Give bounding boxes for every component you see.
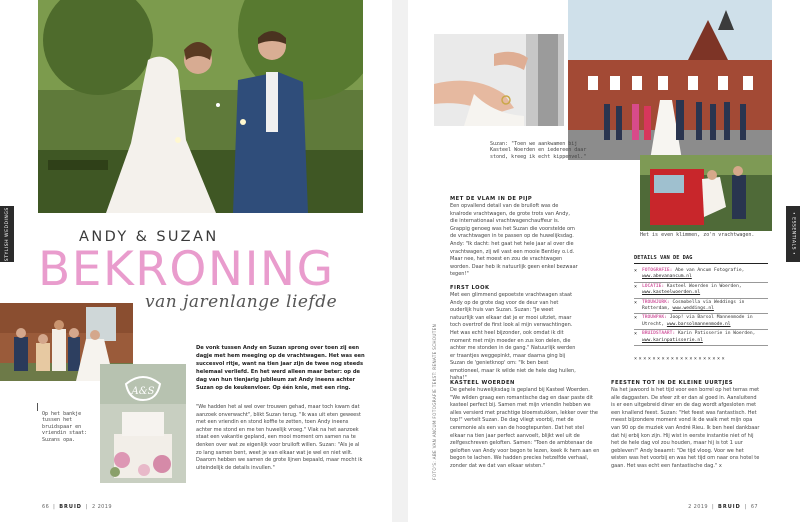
details-divider: ×××××××××××××××××××× xyxy=(634,356,727,362)
detail-link[interactable]: www.weddings.nl xyxy=(672,306,714,312)
page-number-left: 66 xyxy=(42,504,50,510)
section-title: KASTEEL WOERDEN xyxy=(450,380,515,386)
caption-truck: Het is even klimmen, zo'n vrachtwagen. xyxy=(640,232,755,238)
section-text: De gehele huwelijksdag is gepland bij Kasteel Woerden. "We wilden graag een romantische dag en daar paste dit kasteel perfect bij. Samen met mijn vriendin hebben we alles versierd met prachtige bloemstukken, lekker over the top!" vertelt Suzan. De dag vliegt voorbij, met de ceremonie als een van de hoogtepunten. Dat het stel elkaar na tien jaar perfect aanvoelt, blijkt wel uit de zelfgeschreven geloften. Samen: "Toen de ambtenaar de geloften van Andy voor begon te lezen, keek ik hem aan en begon te lachen. We hadden precies hetzelfde verhaal, zonder dat we dat van elkaar wisten." xyxy=(450,387,600,469)
castle-photo xyxy=(568,0,772,160)
right-page xyxy=(408,0,800,522)
hero-photo xyxy=(38,0,363,213)
couple-names: ANDY & SUZAN xyxy=(79,229,219,245)
section-kasteel xyxy=(450,380,600,471)
detail-link[interactable]: www.kasteelwoerden.nl xyxy=(642,290,701,296)
article-subtitle: van jarenlange liefde xyxy=(145,292,338,312)
detail-row: × TROUWPAK: Joop! via Barsol Mannenmode in Utrecht, www.barsolmannenmode.nl xyxy=(634,314,768,330)
truck-photo xyxy=(640,155,772,231)
section-title: FEESTEN TOT IN DE KLEINE UURTJES xyxy=(611,380,734,386)
detail-link[interactable]: www.abevanancum.nl xyxy=(642,274,692,280)
details-box xyxy=(634,255,768,346)
issue-left: 2 2019 xyxy=(92,504,112,510)
magazine-name-right: BRUID xyxy=(718,504,741,510)
cake-photo xyxy=(100,364,186,483)
section-text: Met een glimmend gepoetste vrachtwagen staat Andy op de grote dag voor de deur van het ouderlijk huis van Suzan. Suzan: "Je weet natuurlijk van elkaar dat je er mooi uitziet, maar toch overtrof de first look al mijn verwachtingen. Het was echt heel bijzonder, ook omdat ik dit moment met mijn moeder en zus kon delen, die achter me stonden in de gang." Natuurlijk werden er traantjes weggepinkt, maar daarna ging bij Suzan de 'genietknop' om: "Ik ben best emotioneel, maar ik wilde niet de hele dag huilen, haha!" xyxy=(450,291,576,382)
right-column-top xyxy=(450,196,578,389)
section-title: FIRST LOOK xyxy=(450,284,490,291)
side-tab-left: • STYLISH WEDDINGS • xyxy=(0,206,14,262)
detail-link[interactable]: www.barsolmannenmode.nl xyxy=(666,321,731,327)
ring-photo xyxy=(434,34,564,126)
side-tab-right: • ESSENTIALS • xyxy=(786,206,800,262)
section-vlam xyxy=(450,196,578,279)
detail-row: × LOCATIE: Kasteel Woerden in Woerden, www.kasteelwoerden.nl xyxy=(634,283,768,299)
left-photo-caption: Op het bankje tussen het bruidspaar en vriendin staat: Suzans opa. xyxy=(42,411,90,443)
section-text: Een opvallend detail van de bruiloft was de knalrode vrachtwagen, de grote trots van Andy, die internationaal vrachtwagenchauffeur is. Grappig genoeg was het Suzan die voorstelde om de vrachtwagen in te passen op de huwelijksdag. Andy: "Ik dacht: het gaat het hele jaar al over die vrachtwagen, zij wil vast een mooie Bentley o.i.d. Maar nee, het moest en zou de vrachtwagen worden. Daar heb ik natuurlijk geen enkel bezwaar tegen!" xyxy=(450,203,578,278)
section-first-look xyxy=(450,285,578,383)
section-feesten xyxy=(611,380,761,471)
left-page xyxy=(0,0,392,522)
detail-row: × BRUIDSTAART: Karin Patisserie in Woerden, www.karinpatisserie.nl xyxy=(634,330,768,346)
page-number-right: 67 xyxy=(750,504,758,510)
left-footer: 66 | BRUID | 2 2019 xyxy=(42,504,112,510)
photo-credit: FOTO'S: ABE VAN ANCUM FOTOGRAFIE TEKST: RENATE SCHOUTEN xyxy=(432,324,437,480)
intro-paragraph: De vonk tussen Andy en Suzan sprong over toen zij een dagje met hem meeging op de vrachtwagen. Het was een succesvol ritje, want na tien jaar zijn de twee nog steeds helemaal verliefd. En het werd alleen maar beter: op de dag van hun tienjarig jubileum zat Andy ineens achter Suzan op de keukenvloer. Op één knie, met een ring. xyxy=(196,345,365,391)
section-title: MET DE VLAM IN DE PIJP xyxy=(450,196,533,202)
svg-text:A&S: A&S xyxy=(131,386,155,397)
page-gutter xyxy=(392,0,408,522)
detail-link[interactable]: www.karinpatisserie.nl xyxy=(642,337,703,343)
details-title: DETAILS VAN DE DAG xyxy=(634,255,768,264)
detail-row: × TROUWJURK: Cosmobella via Weddings in Rotterdam, www.weddings.nl xyxy=(634,299,768,315)
left-body-text: "We hadden het al wel over trouwen gehad, maar toch kwam dat aanzoek onverwacht", blikt Suzan terug. "Ik was uit eten geweest met een vriendin en stond koffie te zetten, toen Andy ineens achter me stond en me ten huwelijk vroeg." Vlak na het aanzoek staat een vakantie gepland, een mooi moment om samen na te denken over wat ze eigenlijk voor bruiloft willen. Suzan: "Als je al zo lang samen bent, weet je van elkaar wat je wel en niet wilt. Daarom hebben we samen de grote lijnen bepaald, maar mocht ik uiteindelijk de details invullen." xyxy=(196,404,363,471)
issue-right: 2 2019 xyxy=(688,504,708,510)
magazine-name-left: BRUID xyxy=(59,504,82,510)
detail-row: × FOTOGRAFIE: Abe van Ancum Fotografie, www.abevanancum.nl xyxy=(634,267,768,283)
caption-castle: Suzan: "Toen we aankwamen bij Kasteel Woerden en iedereen daar stond, kreeg ik echt kippenvel." xyxy=(490,141,587,160)
article-title: BEKRONING xyxy=(38,242,335,297)
section-text: Na het jawoord is het tijd voor een borrel op het terras met alle daggasten. De sfeer zit er dan al goed in. Aansluitend is er een uitgebreid diner en de dag wordt afgesloten met een knallend feest. Suzan: "Het feest was fantastisch. Het meest bijzondere moment vond ik de walk met mijn opa van 90 op de muziek van André Rieu. Ik ben heel dankbaar dat hij erbij kon zijn. Hij wist in eerste instantie niet of hij het de hele dag vol zou houden, maar hij is tot 1 uur gebleven!" Andy beaamt: "De tijd vloog. Voor we het wisten was het voorbij en was het tijd om naar ons hotel te gaan. Het was echt een fantastische dag." x xyxy=(611,387,760,469)
right-footer: 2 2019 | BRUID | 67 xyxy=(688,504,758,510)
